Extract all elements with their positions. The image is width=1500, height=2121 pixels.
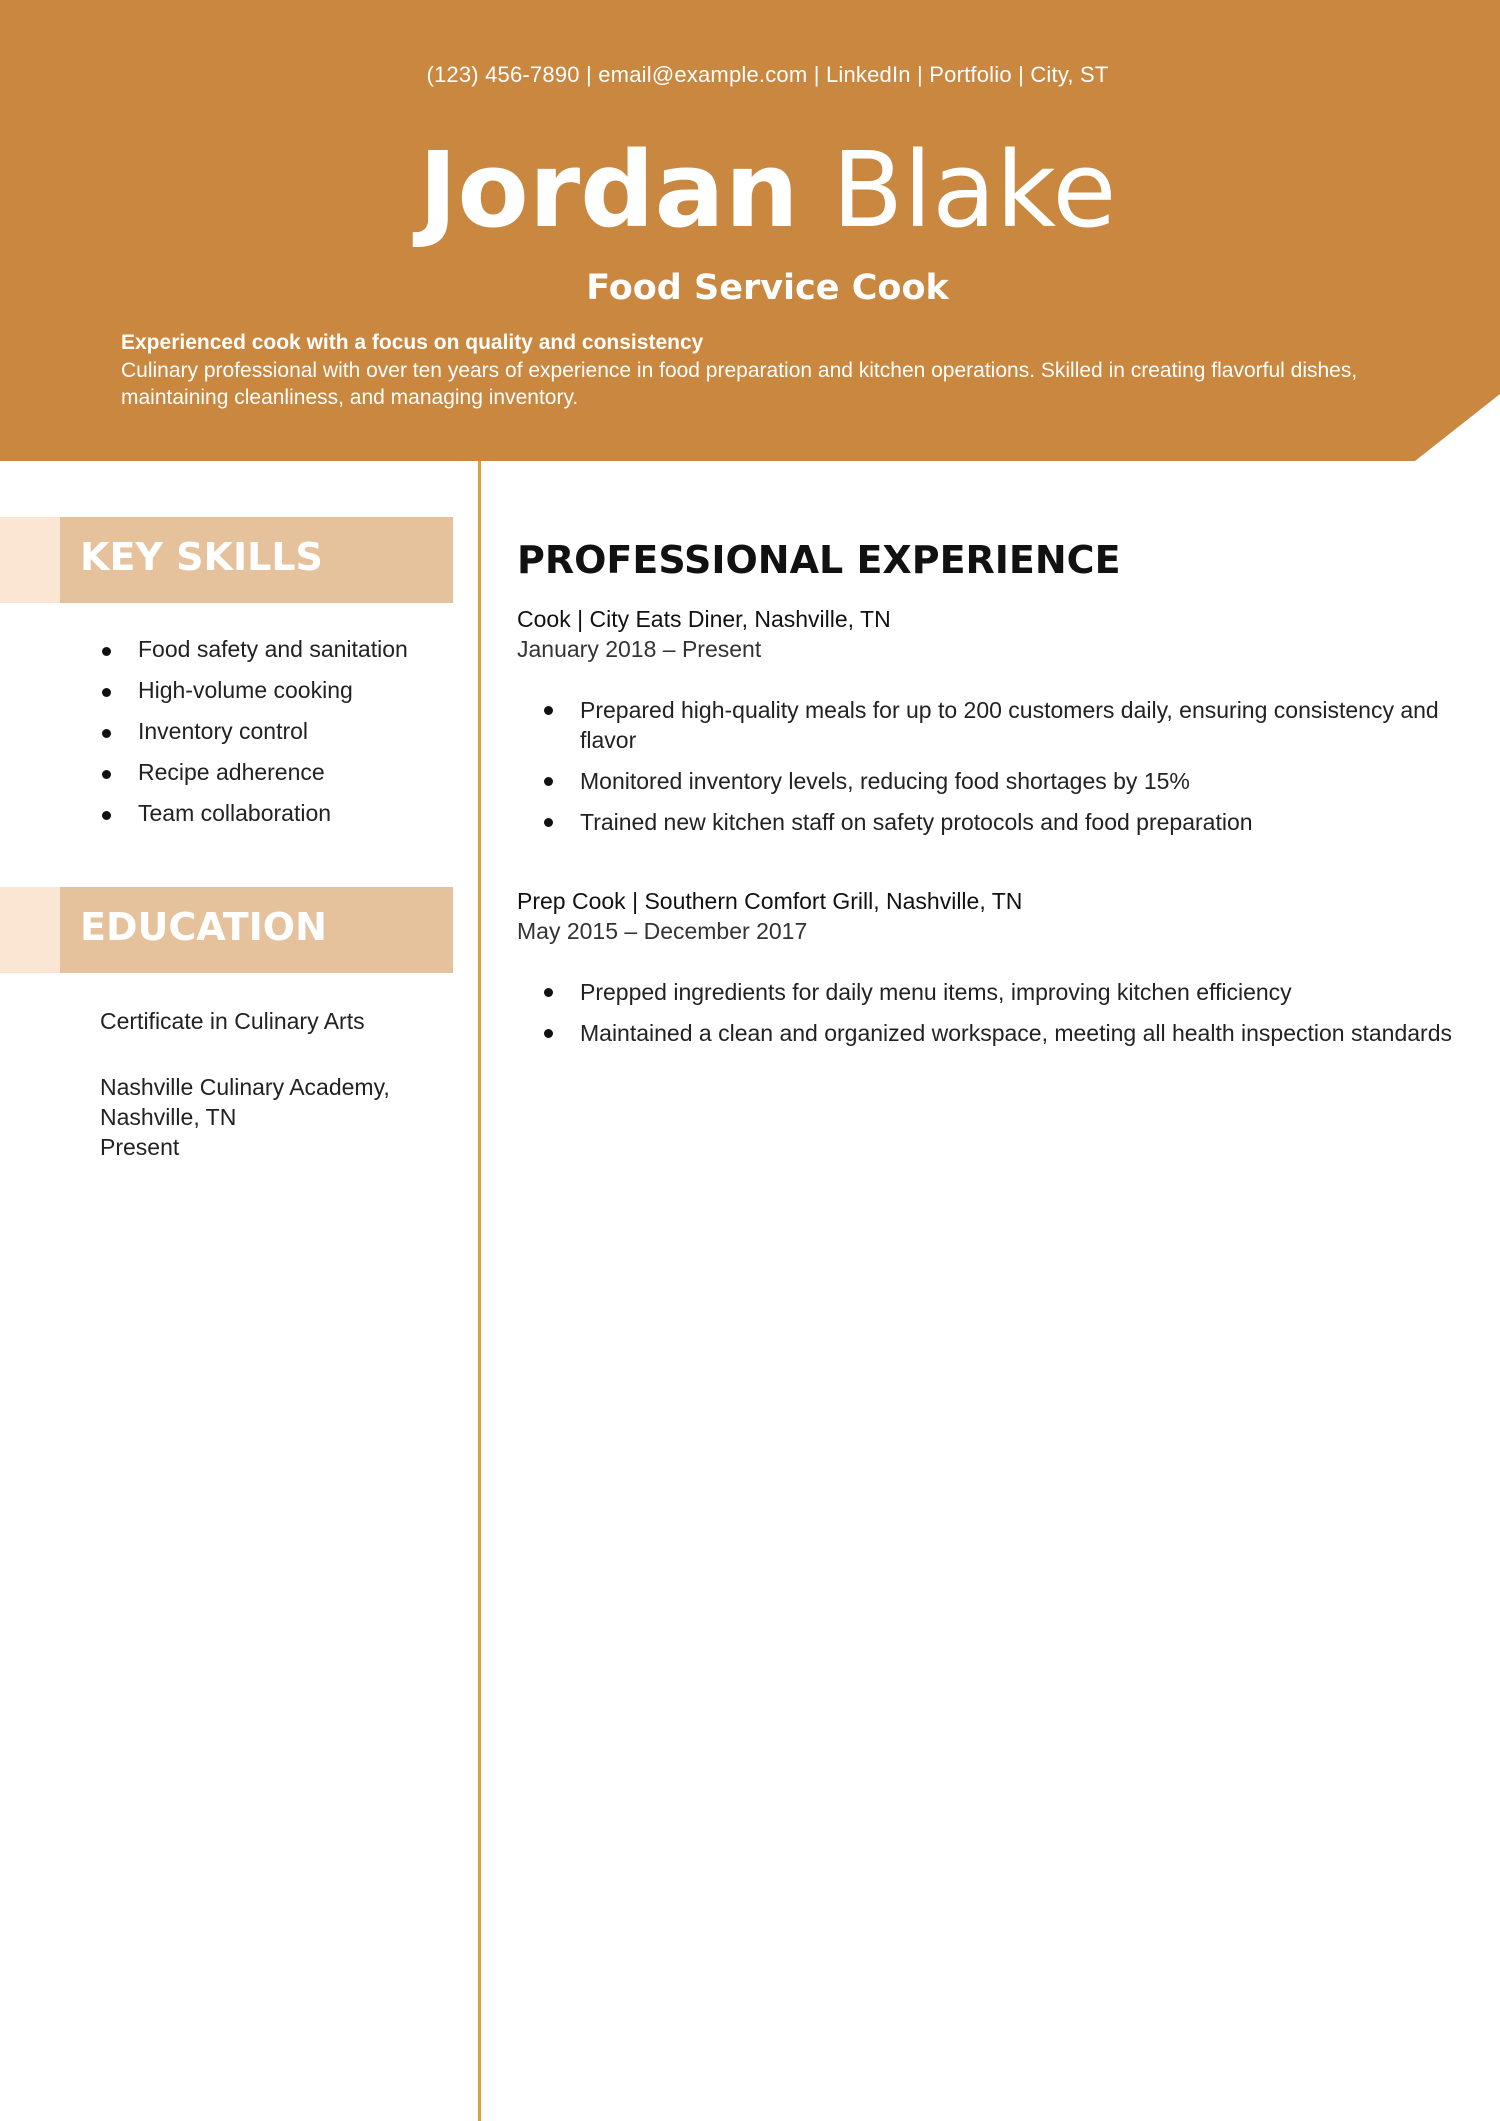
education-degree: Certificate in Culinary Arts bbox=[100, 1008, 365, 1034]
education-title: EDUCATION bbox=[80, 905, 327, 949]
list-item: Team collaboration bbox=[100, 800, 408, 841]
job-company: Southern Comfort Grill, Nashville, TN bbox=[644, 888, 1023, 914]
list-item: High-volume cooking bbox=[100, 677, 408, 718]
header-corner-cut bbox=[1415, 394, 1500, 461]
list-item: Maintained a clean and organized workspace, meeting all health inspection standards bbox=[544, 1018, 1469, 1048]
list-item: Food safety and sanitation bbox=[100, 636, 408, 677]
section-accent bbox=[0, 887, 62, 973]
location: City, ST bbox=[1030, 62, 1109, 87]
column-divider bbox=[478, 461, 481, 2121]
email-link[interactable]: email@example.com bbox=[598, 62, 808, 87]
separator: | bbox=[1018, 62, 1025, 87]
list-item: Prepped ingredients for daily menu items, improving kitchen efficiency bbox=[544, 977, 1469, 1007]
separator: | bbox=[577, 606, 584, 632]
job-bullets bbox=[544, 977, 1469, 1059]
summary-heading: Experienced cook with a focus on quality and consistency bbox=[121, 331, 704, 354]
job-heading bbox=[517, 606, 891, 633]
phone: (123) 456-7890 bbox=[426, 62, 580, 87]
summary-text: Culinary professional with over ten years of experience in food preparation and kitchen operations. Skilled in creating flavorful dishes, maintaining cleanliness, and managing inventory. bbox=[121, 359, 1358, 409]
candidate-name bbox=[0, 130, 1500, 250]
skills-list bbox=[100, 636, 408, 841]
separator: | bbox=[813, 62, 820, 87]
education-school bbox=[100, 1072, 390, 1162]
job-role: Prep Cook bbox=[517, 888, 626, 914]
list-item: Inventory control bbox=[100, 718, 408, 759]
section-accent bbox=[0, 517, 62, 603]
job-company: City Eats Diner, Nashville, TN bbox=[589, 606, 891, 632]
contact-line bbox=[0, 62, 1500, 88]
school-name: Nashville Culinary Academy, bbox=[100, 1074, 390, 1100]
job-heading bbox=[517, 888, 1022, 915]
list-item: Trained new kitchen staff on safety protocols and food preparation bbox=[544, 807, 1469, 837]
last-name: Blake bbox=[831, 129, 1117, 251]
skills-title: KEY SKILLS bbox=[80, 535, 323, 579]
portfolio-link[interactable]: Portfolio bbox=[929, 62, 1012, 87]
separator: | bbox=[632, 888, 639, 914]
list-item: Monitored inventory levels, reducing food shortages by 15% bbox=[544, 766, 1469, 796]
school-location: Nashville, TN bbox=[100, 1104, 237, 1130]
list-item: Prepared high-quality meals for up to 200 customers daily, ensuring consistency and flavor bbox=[544, 695, 1469, 755]
job-dates: May 2015 – December 2017 bbox=[517, 918, 808, 944]
linkedin-link[interactable]: LinkedIn bbox=[825, 62, 911, 87]
list-item: Recipe adherence bbox=[100, 759, 408, 800]
experience-title: PROFESSIONAL EXPERIENCE bbox=[517, 538, 1121, 582]
separator: | bbox=[586, 62, 592, 87]
job-bullets bbox=[544, 695, 1469, 848]
job-role: Cook bbox=[517, 606, 571, 632]
job-dates: January 2018 – Present bbox=[517, 636, 762, 662]
job-title: Food Service Cook bbox=[586, 268, 949, 308]
separator: | bbox=[917, 62, 923, 87]
header-band bbox=[0, 0, 1500, 461]
first-name: Jordan bbox=[418, 129, 799, 251]
education-date: Present bbox=[100, 1134, 180, 1160]
